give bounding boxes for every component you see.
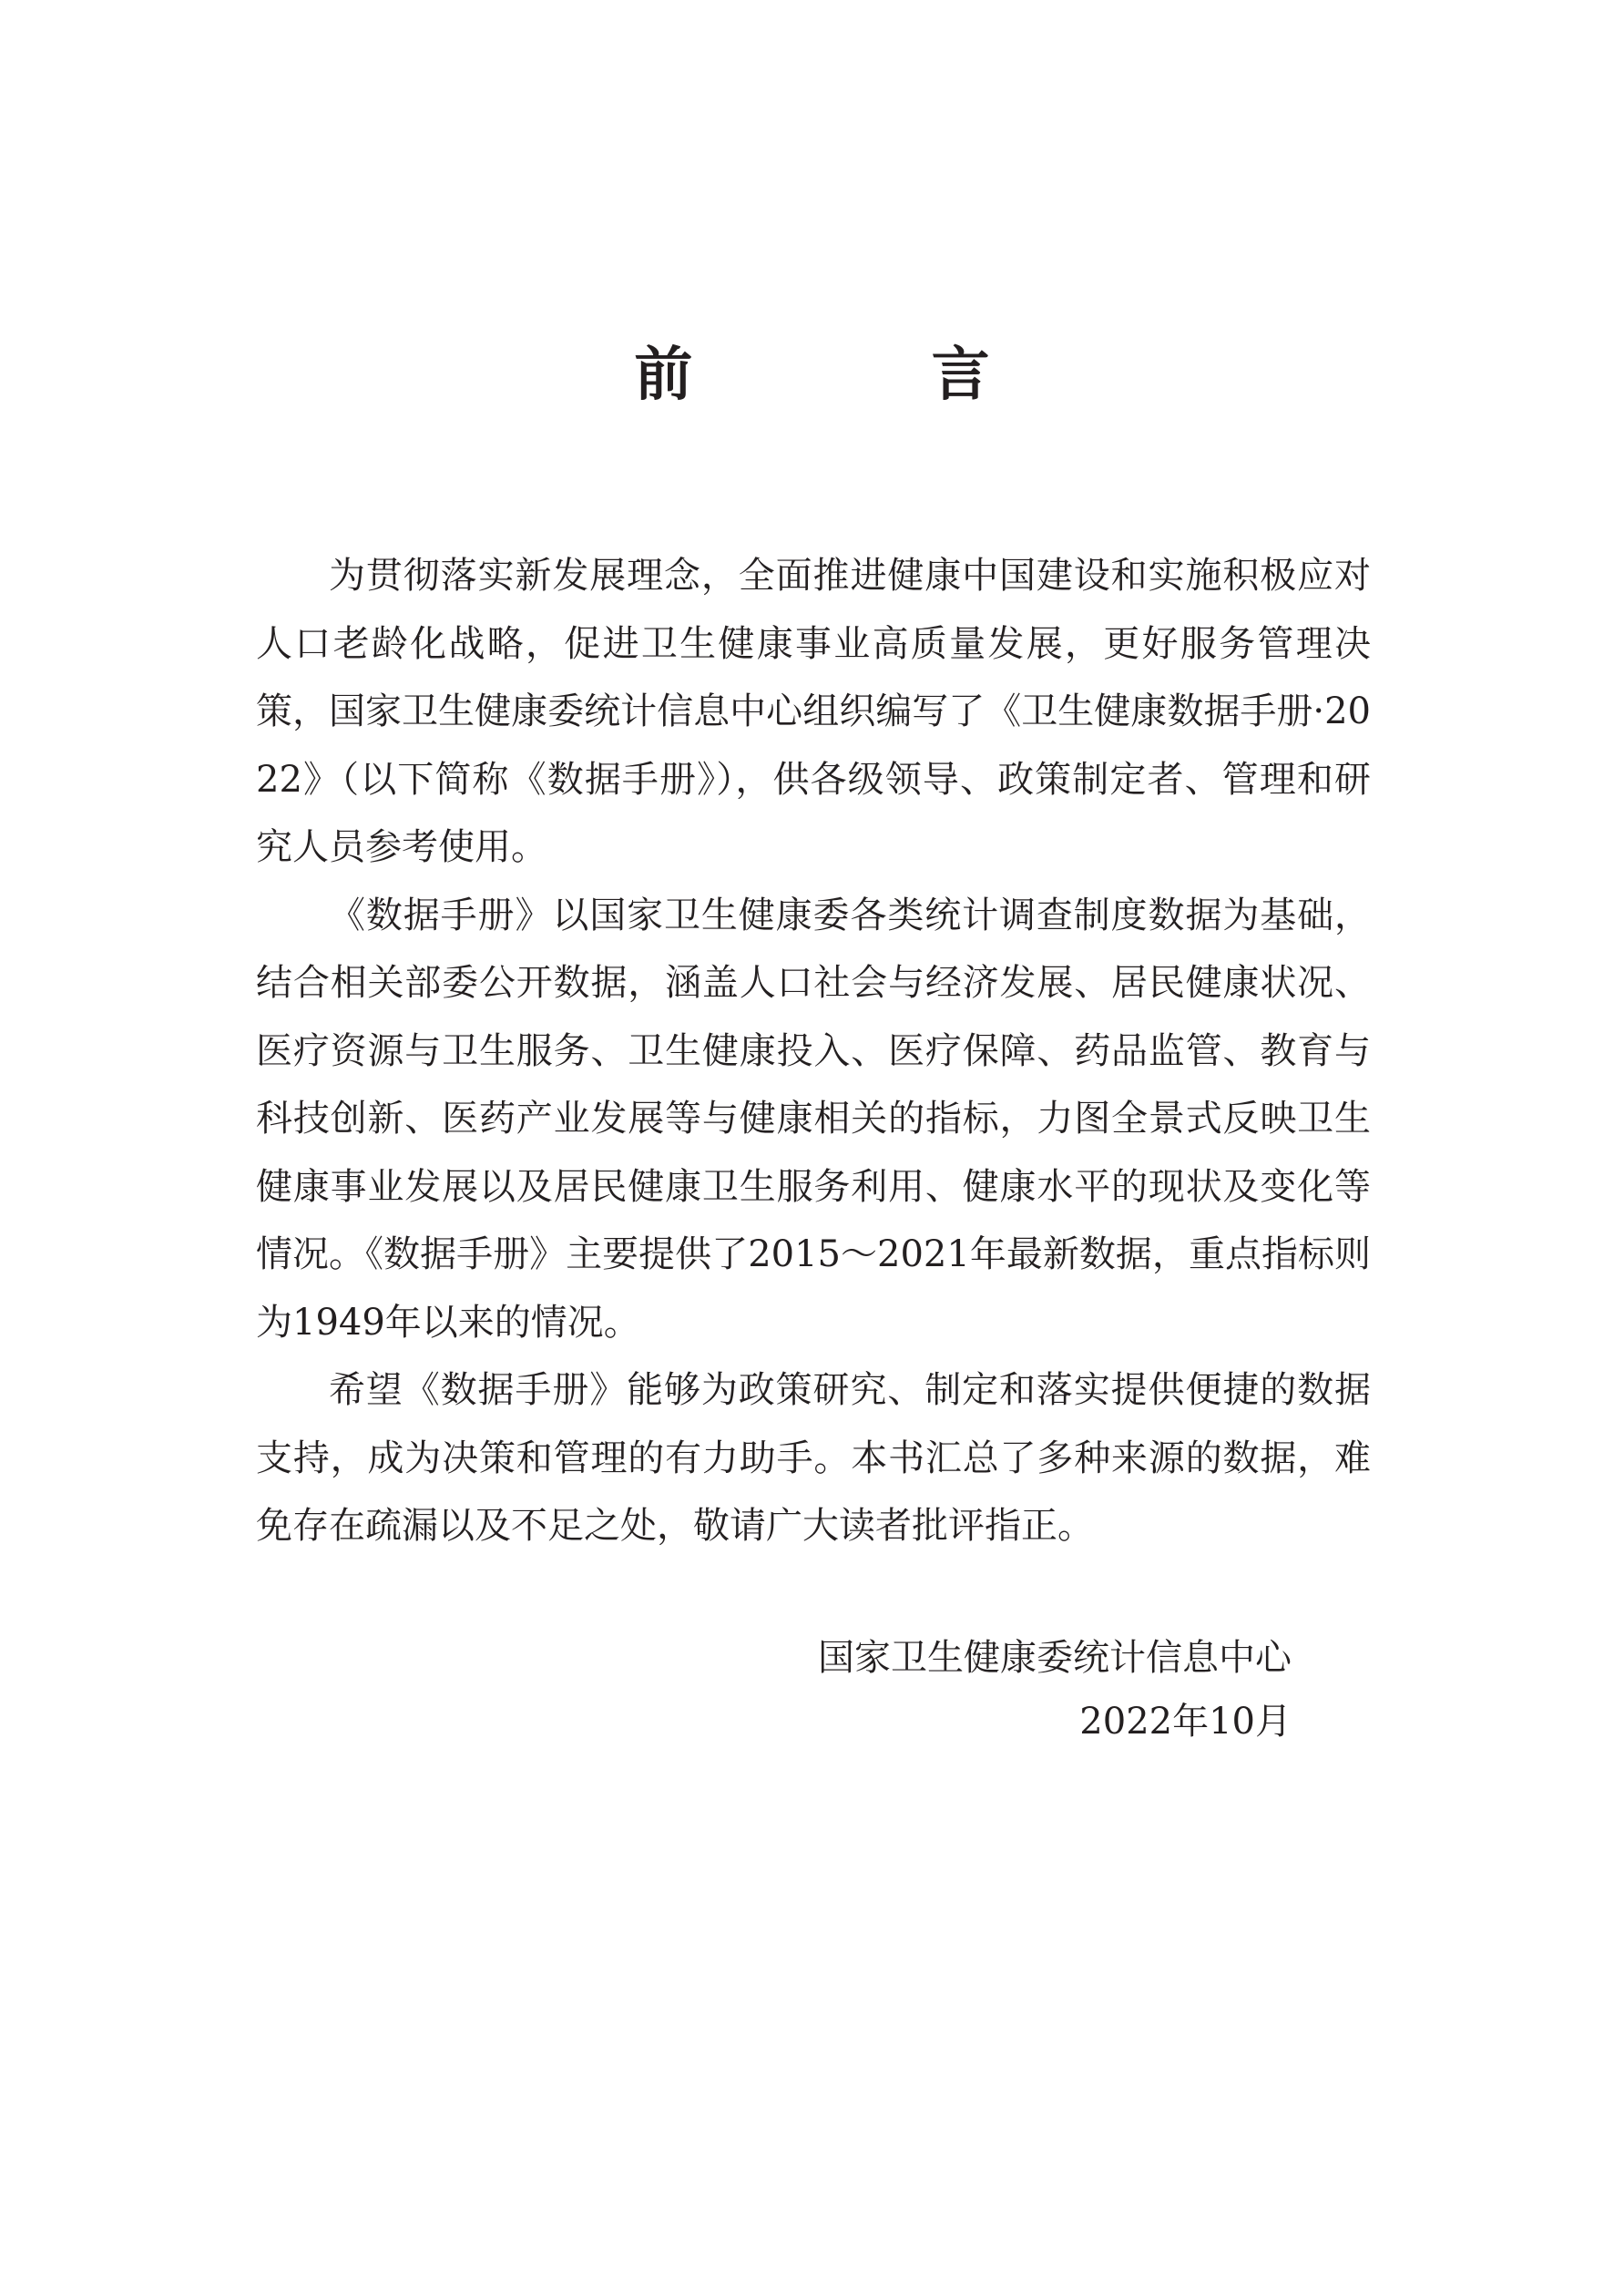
paragraph-1: 为贯彻落实新发展理念，全面推进健康中国建设和实施积极应对人口老龄化战略，促进卫生健康事业高质量发展，更好服务管理决策，国家卫生健康委统计信息中心组织编写了《卫生健康数据手册·2022》（以下简称《数据手册》），供各级领导、政策制定者、管理和研究人员参考使用。 [256,555,1371,868]
paragraph-2: 《数据手册》以国家卫生健康委各类统计调查制度数据为基础，结合相关部委公开数据，涵盖人口社会与经济发展、居民健康状况、医疗资源与卫生服务、卫生健康投入、医疗保障、药品监管、教育与科技创新、医药产业发展等与健康相关的指标，力图全景式反映卫生健康事业发展以及居民健康卫生服务利用、健康水平的现状及变化等情况。《数据手册》主要提供了2015～2021年最新数据，重点指标则为1949年以来的情况。 [256,894,1371,1344]
page-title: 前 言 [634,341,1099,409]
signature-date: 2022年10月 [1079,1701,1292,1743]
paragraph-3: 希望《数据手册》能够为政策研究、制定和落实提供便捷的数据支持，成为决策和管理的有力助手。本书汇总了多种来源的数据，难免存在疏漏以及不足之处，敬请广大读者批评指正。 [256,1369,1371,1547]
preface-body [256,542,1371,1560]
signature-organization: 国家卫生健康委统计信息中心 [818,1637,1292,1679]
